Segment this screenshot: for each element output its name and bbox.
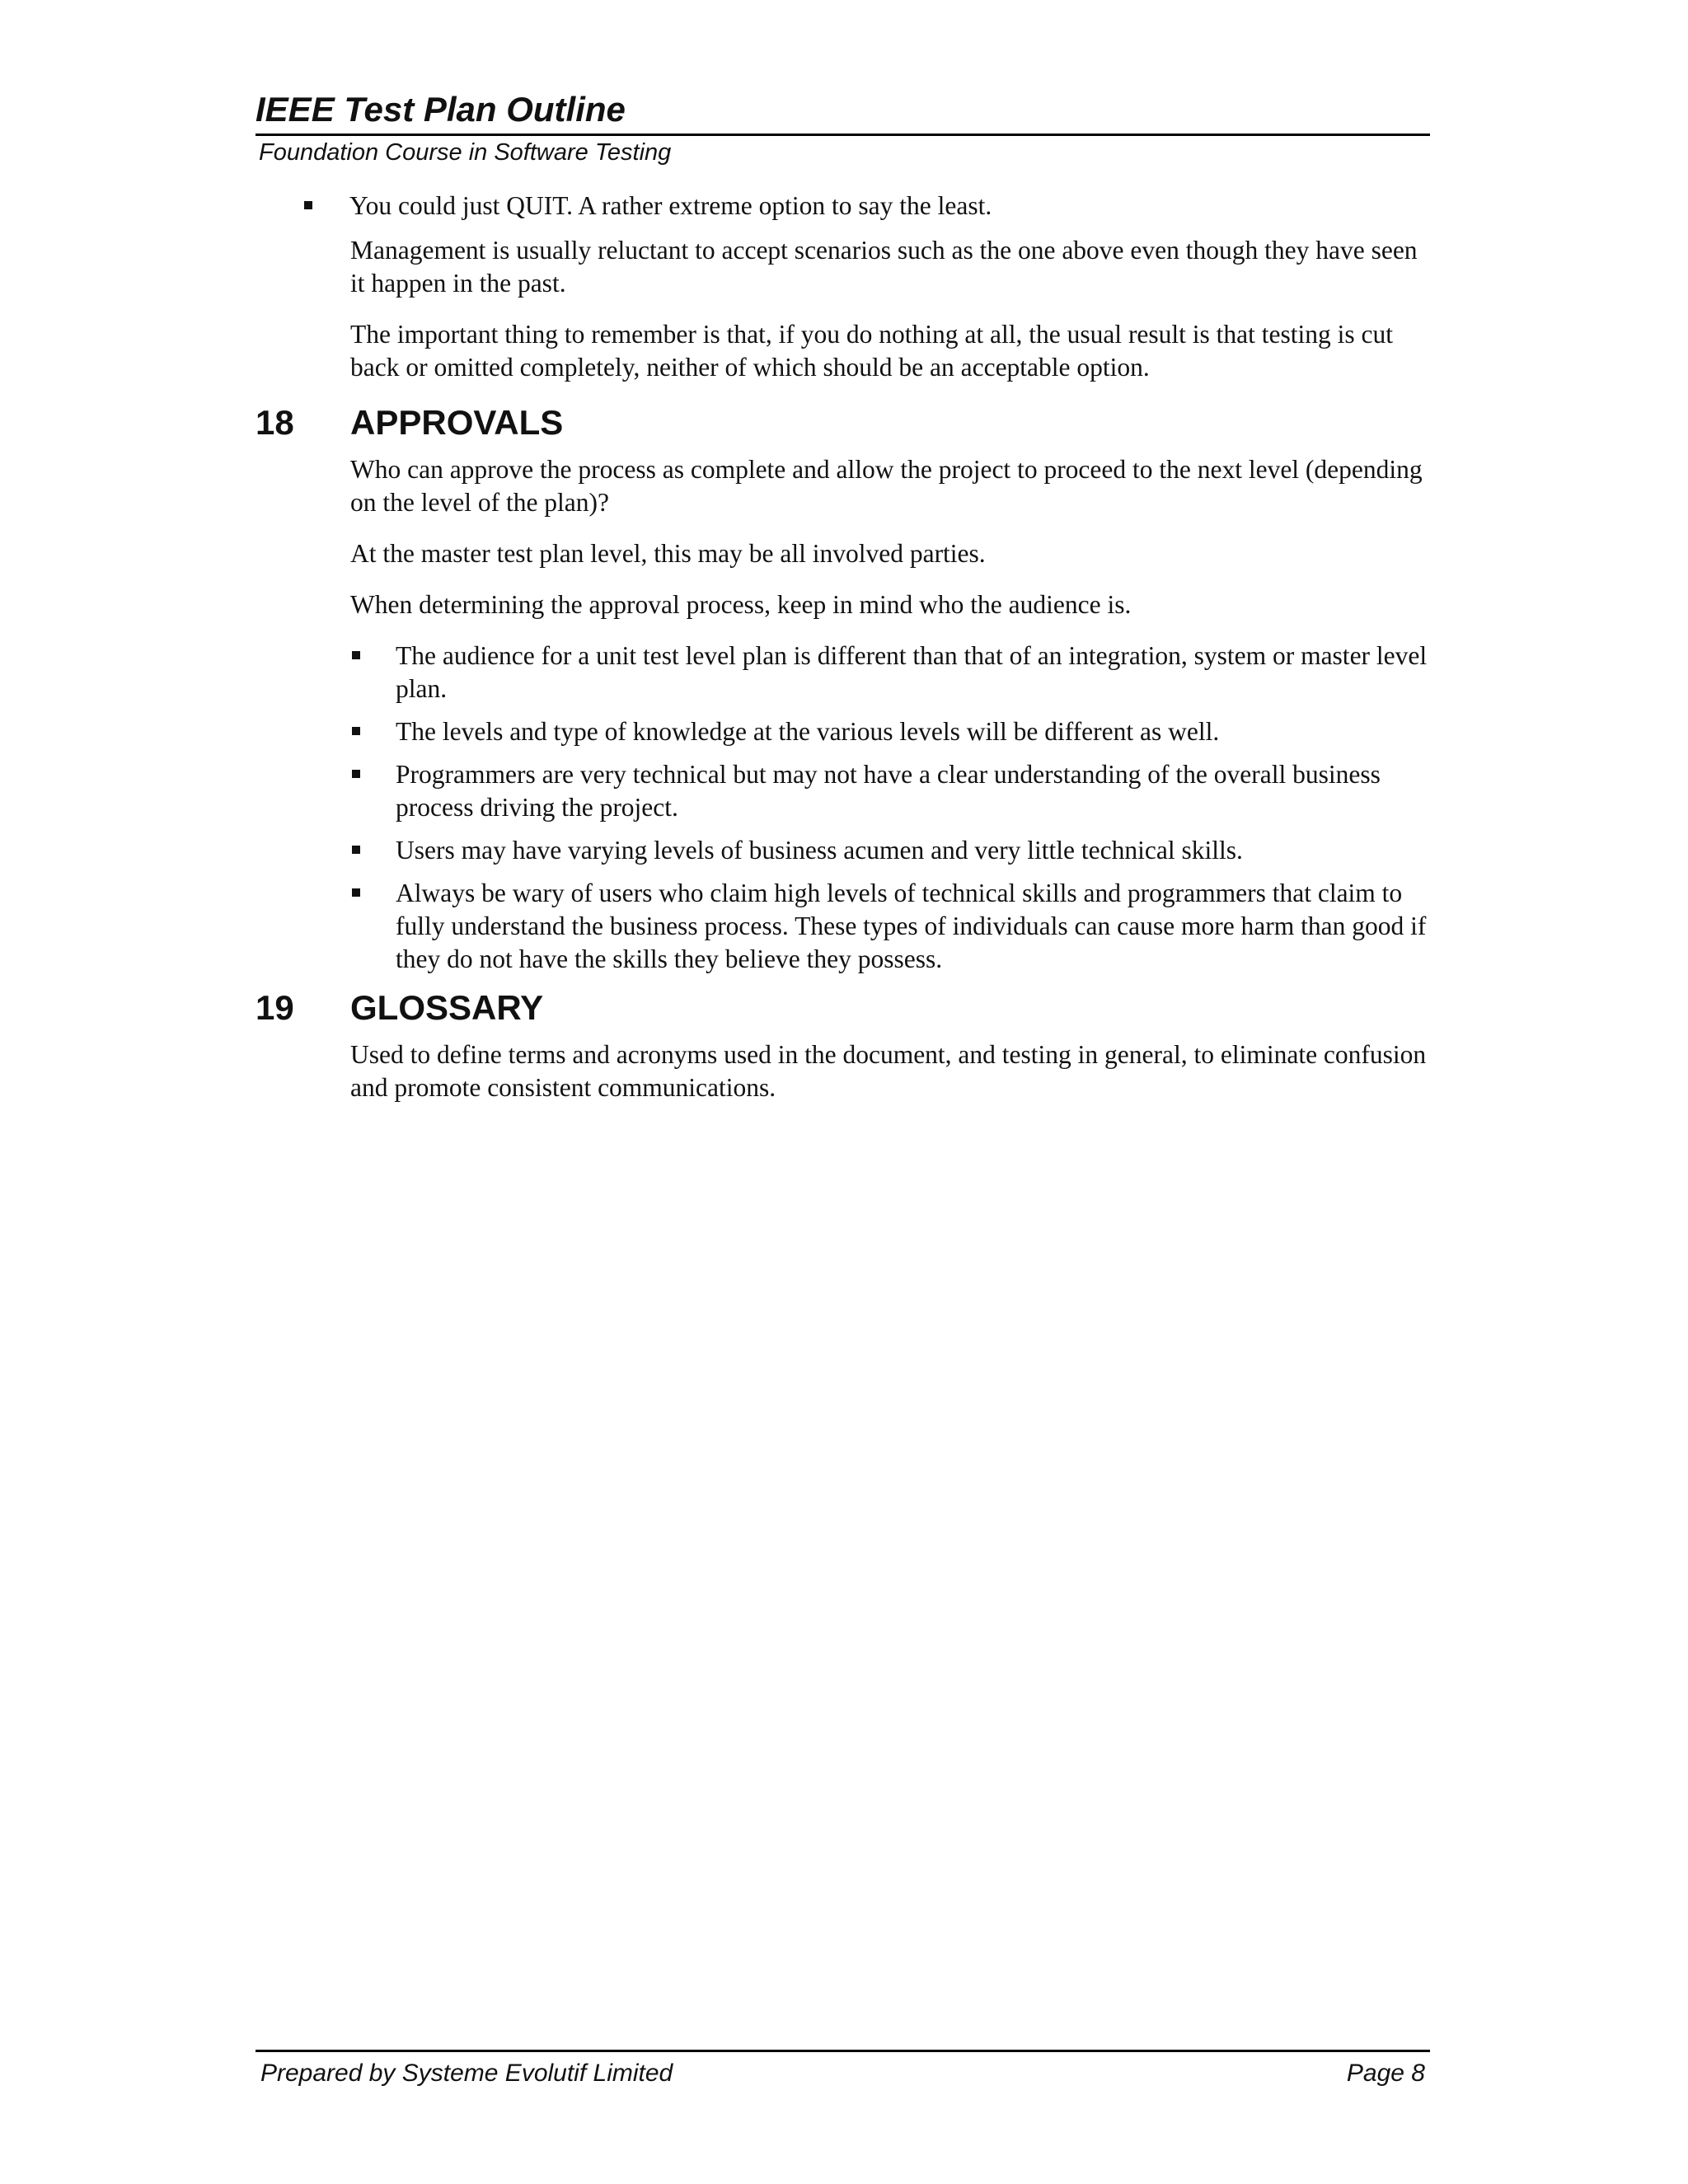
page-header — [256, 89, 1430, 167]
square-bullet-icon — [352, 651, 360, 659]
square-bullet-icon — [352, 846, 360, 854]
section-body-glossary — [350, 1038, 1430, 1104]
paragraph: Used to define terms and acronyms used in the document, and testing in general, to eliminate confusion and promote consistent communications. — [350, 1040, 1427, 1102]
list-item — [350, 758, 1430, 824]
intro-paragraphs — [350, 234, 1430, 384]
paragraph: At the master test plan level, this may be all involved parties. — [350, 539, 986, 568]
section-title: GLOSSARY — [350, 988, 544, 1027]
approvals-bullet-list — [350, 640, 1430, 976]
document-subtitle: Foundation Course in Software Testing — [259, 139, 672, 166]
list-item-text: Always be wary of users who claim high levels of technical skills and programmers that claim to fully understand the business process. These types of individuals can cause more harm than good if they do not have the skills they believe they possess. — [396, 879, 1427, 973]
square-bullet-icon — [352, 770, 360, 778]
section-title: APPROVALS — [350, 403, 564, 442]
list-item-text: You could just QUIT. A rather extreme option to say the least. — [349, 191, 992, 220]
square-bullet-icon — [352, 888, 360, 897]
list-item-text: The audience for a unit test level plan is different than that of an integration, system or master level plan. — [396, 641, 1428, 703]
header-divider — [256, 134, 1430, 136]
list-item — [350, 715, 1430, 748]
page-number: Page 8 — [1346, 2060, 1425, 2087]
list-item — [302, 190, 1430, 223]
intro-bullet-list — [302, 190, 1430, 223]
list-item — [350, 834, 1430, 867]
paragraph: When determining the approval process, keep in mind who the audience is. — [350, 590, 1132, 619]
document-title: IEEE Test Plan Outline — [256, 90, 626, 129]
paragraph: Management is usually reluctant to accept scenarios such as the one above even though they have seen it happen in the past. — [350, 236, 1418, 298]
list-item-text: Users may have varying levels of business acumen and very little technical skills. — [396, 836, 1243, 865]
list-item — [350, 640, 1430, 705]
paragraph: Who can approve the process as complete and allow the project to proceed to the next level (depending on the level of the plan)? — [350, 455, 1423, 517]
page-footer — [256, 2050, 1430, 2090]
section-number: 18 — [256, 403, 294, 442]
list-item — [350, 877, 1430, 976]
list-item-text: Programmers are very technical but may not have a clear understanding of the overall business process driving the project. — [396, 760, 1381, 822]
section-number: 19 — [256, 988, 294, 1027]
footer-prepared-by: Prepared by Systeme Evolutif Limited — [260, 2060, 673, 2087]
section-body-approvals — [350, 453, 1430, 976]
footer-divider — [256, 2050, 1430, 2052]
square-bullet-icon — [304, 201, 312, 209]
section-heading-glossary — [256, 987, 1430, 1029]
section-heading-approvals — [256, 402, 1430, 443]
page-content — [256, 190, 1430, 1122]
footer-row — [256, 2057, 1430, 2090]
square-bullet-icon — [352, 727, 360, 735]
paragraph: The important thing to remember is that, if you do nothing at all, the usual result is that testing is cut back or omitted completely, neither of which should be an acceptable option. — [350, 320, 1394, 382]
list-item-text: The levels and type of knowledge at the various levels will be different as well. — [396, 717, 1220, 746]
